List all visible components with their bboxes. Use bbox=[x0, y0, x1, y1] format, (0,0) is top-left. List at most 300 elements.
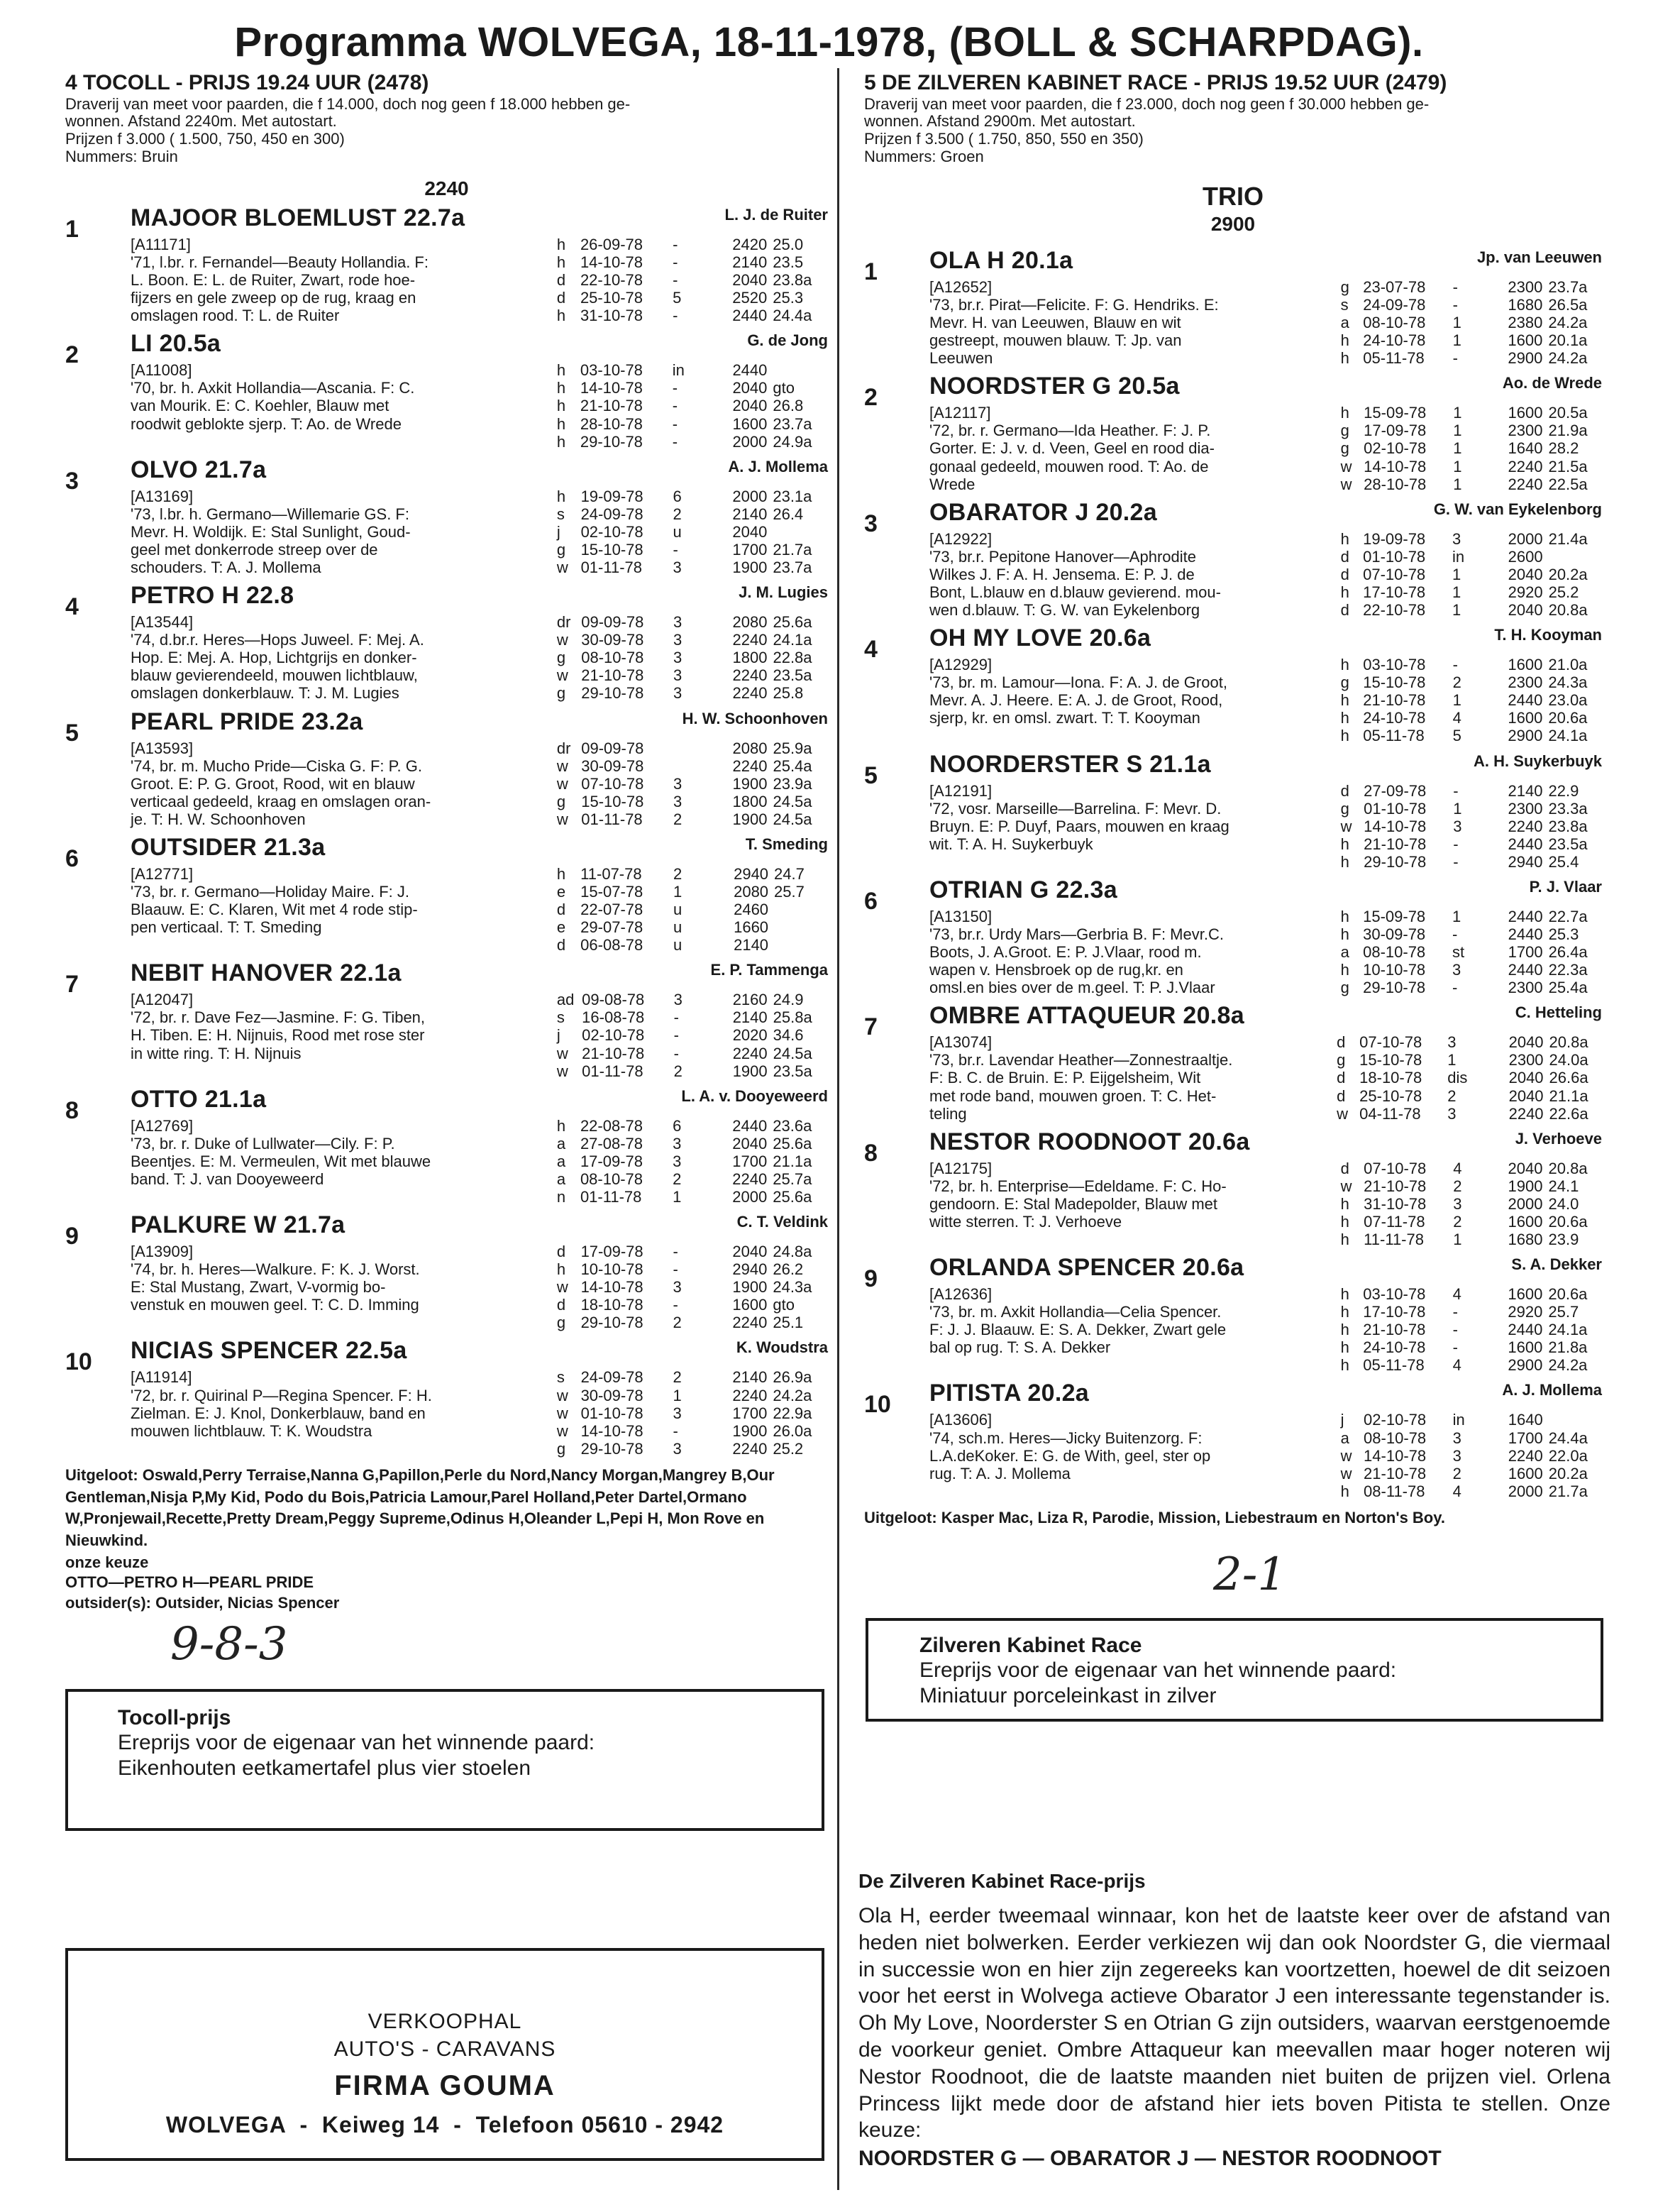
race-4-horse-entry bbox=[65, 583, 828, 702]
form-time bbox=[1546, 1411, 1602, 1429]
form-row bbox=[1338, 439, 1602, 457]
form-row bbox=[1338, 979, 1602, 996]
form-extra bbox=[687, 289, 717, 307]
race-5-entries bbox=[864, 248, 1602, 1500]
form-extra bbox=[1470, 1087, 1495, 1105]
form-distance: 1600 bbox=[1508, 404, 1543, 422]
form-distance: 2000 bbox=[1508, 1482, 1543, 1500]
form-row bbox=[554, 757, 828, 775]
form-track-code: h bbox=[1340, 331, 1349, 350]
horse-form-table bbox=[554, 361, 828, 450]
form-time: 25.3 bbox=[773, 289, 804, 307]
form-track-code: h bbox=[1340, 1482, 1349, 1500]
race-4-onze-keuze-label: onze keuze bbox=[65, 1553, 149, 1572]
form-race-date: 15-09-78 bbox=[1363, 907, 1426, 925]
form-time bbox=[771, 901, 828, 918]
form-track-code: j bbox=[1340, 1411, 1344, 1429]
form-extra bbox=[1467, 1338, 1493, 1356]
form-extra bbox=[687, 523, 716, 541]
form-row bbox=[554, 739, 828, 757]
form-extra bbox=[688, 757, 717, 775]
form-result: 3 bbox=[1453, 1194, 1462, 1213]
form-result: 1 bbox=[1452, 691, 1461, 710]
form-race-date: 10-10-78 bbox=[580, 1260, 643, 1279]
form-race-date: 29-10-78 bbox=[581, 684, 644, 703]
form-time: 25.3 bbox=[1548, 925, 1579, 943]
form-result: 3 bbox=[1447, 1033, 1457, 1052]
form-race-date: 07-11-78 bbox=[1364, 1212, 1425, 1231]
form-track-code: g bbox=[1340, 673, 1349, 692]
horse-name: OTTO 21.1a bbox=[131, 1085, 267, 1113]
form-row bbox=[554, 253, 828, 271]
form-track-code: h bbox=[1340, 1321, 1349, 1339]
horse-number: 7 bbox=[864, 1013, 878, 1041]
form-result: - bbox=[673, 1421, 678, 1440]
form-time: 23.0a bbox=[1548, 691, 1588, 710]
form-extra bbox=[1467, 331, 1493, 349]
page-title: Programma WOLVEGA, 18-11-1978, (BOLL & SCHARPDAG). bbox=[234, 19, 1424, 65]
form-time bbox=[770, 523, 828, 541]
horse-description: [A11171] '71, l.br. r. Fernandel—Beauty Hollandia. F: L. Boon. E: L. de Ruiter, Zwart, rode hoe- fijzers en gele zweep op de rug, kraag en omslagen rood. T: L. de Ruiter bbox=[131, 235, 429, 325]
form-result: 3 bbox=[673, 649, 682, 667]
form-race-date: 29-10-78 bbox=[580, 1314, 643, 1332]
form-time: 25.9a bbox=[773, 739, 812, 757]
form-distance: 1600 bbox=[1508, 331, 1543, 350]
form-result: 1 bbox=[1453, 422, 1462, 440]
form-distance: 2440 bbox=[1508, 961, 1543, 979]
form-row bbox=[1338, 331, 1602, 349]
form-extra bbox=[1468, 422, 1494, 439]
handwritten-note-left: 9-8-3 bbox=[170, 1618, 288, 1671]
form-row bbox=[554, 1170, 828, 1188]
form-track-code: d bbox=[556, 901, 566, 919]
horse-name: OH MY LOVE 20.6a bbox=[929, 624, 1151, 652]
form-track-code: w bbox=[1340, 817, 1352, 835]
form-result: st bbox=[1452, 943, 1465, 962]
race-5-horse-entry bbox=[864, 626, 1602, 744]
form-extra bbox=[688, 684, 717, 702]
form-row bbox=[554, 433, 828, 451]
horse-name: OTRIAN G 22.3a bbox=[929, 876, 1117, 903]
form-extra bbox=[1467, 727, 1493, 744]
form-row bbox=[554, 901, 828, 918]
tocoll-prize-text: Ereprijs voor de eigenaar van het winnende paard: Eikenhouten eetkamertafel plus vier stoelen bbox=[118, 1731, 595, 1780]
horse-driver: E. P. Tammenga bbox=[710, 961, 828, 979]
form-row bbox=[1338, 961, 1602, 979]
form-row bbox=[1338, 1231, 1602, 1248]
form-extra bbox=[1468, 566, 1493, 583]
horse-number: 3 bbox=[65, 467, 79, 495]
form-time: 25.6a bbox=[773, 613, 812, 632]
form-result: - bbox=[673, 253, 678, 272]
form-race-date: 08-11-78 bbox=[1364, 1482, 1425, 1500]
form-extra bbox=[1470, 1069, 1495, 1086]
form-track-code: h bbox=[1340, 1356, 1349, 1375]
form-distance: 2240 bbox=[732, 1170, 768, 1188]
form-row bbox=[554, 936, 828, 954]
form-race-date: 07-10-78 bbox=[1363, 565, 1426, 583]
form-distance: 2300 bbox=[1508, 1051, 1544, 1069]
horse-driver: A. J. Mollema bbox=[728, 457, 828, 475]
form-time: 24.5a bbox=[773, 810, 812, 828]
horse-driver: G. de Jong bbox=[747, 331, 828, 350]
race-5-header: 5 DE ZILVEREN KABINET RACE - PRIJS 19.52 UUR (2479) bbox=[864, 71, 1447, 94]
form-time: 25.0 bbox=[773, 235, 804, 253]
form-track-code: d bbox=[1340, 565, 1349, 583]
form-result: 1 bbox=[673, 1187, 682, 1206]
form-race-date: 24-09-78 bbox=[1363, 296, 1426, 314]
form-result: 2 bbox=[1453, 1177, 1462, 1195]
form-result: - bbox=[673, 307, 678, 325]
form-race-date: 07-10-78 bbox=[581, 774, 644, 793]
form-race-date: 07-10-78 bbox=[1359, 1033, 1422, 1052]
form-extra bbox=[688, 361, 717, 379]
form-time: 21.7a bbox=[773, 540, 812, 558]
form-time: 24.8a bbox=[773, 1243, 812, 1261]
form-distance: 1900 bbox=[732, 558, 768, 577]
form-extra bbox=[687, 1440, 716, 1458]
form-track-code: h bbox=[1340, 709, 1349, 727]
form-race-date: 18-10-78 bbox=[580, 1296, 643, 1314]
form-time: 21.9a bbox=[1548, 422, 1588, 440]
form-extra bbox=[687, 541, 716, 558]
form-extra bbox=[1468, 439, 1494, 457]
horse-name: PITISTA 20.2a bbox=[929, 1380, 1089, 1407]
form-row bbox=[1334, 1087, 1602, 1105]
form-distance: 2460 bbox=[734, 901, 769, 919]
form-row bbox=[554, 488, 828, 505]
form-extra bbox=[688, 1045, 717, 1062]
form-track-code: e bbox=[556, 918, 566, 937]
form-extra bbox=[1468, 1447, 1493, 1465]
form-race-date: 15-10-78 bbox=[1363, 673, 1426, 692]
form-time: 28.2 bbox=[1548, 439, 1579, 458]
form-track-code: d bbox=[1337, 1086, 1346, 1105]
form-race-date: 30-09-78 bbox=[1363, 925, 1426, 943]
form-race-date: 18-10-78 bbox=[1359, 1069, 1422, 1087]
form-track-code: w bbox=[556, 1062, 568, 1080]
form-race-date: 31-10-78 bbox=[580, 307, 643, 325]
form-result: u bbox=[673, 522, 682, 541]
horse-name: MAJOOR BLOEMLUST 22.7a bbox=[131, 204, 465, 231]
form-distance: 2440 bbox=[1508, 907, 1543, 925]
form-row bbox=[1338, 314, 1602, 331]
form-distance: 1700 bbox=[732, 1404, 768, 1422]
form-result: - bbox=[1453, 852, 1459, 871]
horse-description: [A12929] '73, br. m. Lamour—Iona. F: A. J. de Groot, Mevr. A. J. Heere. E: A. J. de Groot, Rood, sjerp, kr. en omsl. zwart. T: T. Kooyman bbox=[929, 656, 1227, 727]
form-row bbox=[554, 379, 828, 397]
form-row bbox=[1338, 1482, 1602, 1500]
form-extra bbox=[1468, 1411, 1493, 1429]
form-result: - bbox=[673, 540, 678, 558]
form-row bbox=[554, 1368, 828, 1386]
form-row bbox=[1338, 908, 1602, 925]
form-race-date: 06-08-78 bbox=[580, 936, 643, 954]
form-track-code: h bbox=[1340, 529, 1349, 548]
form-extra bbox=[687, 1387, 716, 1404]
form-track-code: w bbox=[556, 558, 568, 577]
form-distance: 2240 bbox=[732, 1439, 768, 1458]
race-4-horse-entry bbox=[65, 1213, 828, 1331]
form-track-code: g bbox=[556, 1439, 566, 1458]
form-track-code: d bbox=[556, 1243, 566, 1261]
form-extra bbox=[688, 1008, 717, 1026]
form-row bbox=[1338, 475, 1602, 493]
form-time: 25.2 bbox=[1548, 583, 1579, 601]
race-4-horse-entry bbox=[65, 458, 828, 576]
form-race-date: 21-10-78 bbox=[580, 397, 643, 415]
horse-driver: A. J. Mollema bbox=[1502, 1381, 1602, 1399]
form-race-date: 14-10-78 bbox=[580, 1421, 643, 1440]
form-result: 6 bbox=[673, 487, 682, 505]
form-row bbox=[1338, 422, 1602, 439]
form-row bbox=[554, 415, 828, 433]
form-time: 24.0a bbox=[1549, 1051, 1588, 1069]
horse-description: [A12191] '72, vosr. Marseille—Barrelina. F: Mevr. D. Bruyn. E: P. Duyf, Paars, mouwen en kraag wit. T: A. H. Suykerbuyk bbox=[929, 781, 1229, 853]
form-extra bbox=[688, 775, 717, 793]
form-time: 22.0a bbox=[1548, 1446, 1588, 1465]
horse-driver: S. A. Dekker bbox=[1511, 1255, 1602, 1274]
form-row bbox=[554, 541, 828, 558]
horse-form-table bbox=[554, 739, 828, 828]
form-distance: 1900 bbox=[732, 1062, 768, 1080]
race-5-uitgeloot: Uitgeloot: Kasper Mac, Liza R, Parodie, Mission, Liebestraum en Norton's Boy. bbox=[864, 1508, 1445, 1526]
form-extra bbox=[1468, 961, 1493, 979]
horse-form-table bbox=[554, 488, 828, 576]
form-result: - bbox=[1452, 656, 1458, 674]
form-distance: 2040 bbox=[732, 522, 768, 541]
race-5-horse-entry bbox=[864, 752, 1602, 871]
form-race-date: 30-09-78 bbox=[581, 631, 644, 649]
form-race-date: 21-10-78 bbox=[1363, 691, 1426, 710]
form-time: 24.3a bbox=[1548, 673, 1588, 692]
form-time: 26.4 bbox=[773, 505, 804, 523]
form-row bbox=[554, 236, 828, 253]
form-track-code: g bbox=[1340, 422, 1349, 440]
form-row bbox=[554, 613, 828, 631]
form-distance: 2040 bbox=[732, 1134, 768, 1152]
form-distance: 1900 bbox=[732, 1421, 768, 1440]
form-distance: 2160 bbox=[732, 991, 768, 1009]
column-divider bbox=[837, 68, 839, 2190]
preview-text: Ola H, eerder tweemaal winnaar, kon het de laatste keer over de afstand van heden niet bolwerken. Eerder verkiezen wij dan ook Noordster G, die viermaal in successie won en hier zijn zegereeks kan voortzetten, hoewel de dit seizoen voor het eerst in Wolvega actieve Obarator J een interessante tegenstander is. Oh My Love, Noorderster S en Otrian G zijn outsiders, waarvan eerstgenoemde de voorkeur geniet. Ombre Attaqueur kan meevallen maar hoger noteren wij Nestor Roodnoot, die de laatste maanden niet buiten de prijzen viel. Orlena Princess lijkt mede door de afstand hier iets boven Pitista te stellen. Onze keuze: bbox=[858, 1904, 1610, 2142]
form-time: 24.2a bbox=[1548, 1356, 1588, 1375]
form-race-date: 05-11-78 bbox=[1363, 1356, 1425, 1375]
form-race-date: 24-10-78 bbox=[1363, 1338, 1426, 1357]
form-race-date: 10-10-78 bbox=[1363, 961, 1426, 979]
form-extra bbox=[687, 307, 717, 324]
form-row bbox=[1334, 1033, 1602, 1051]
form-time: 24.1a bbox=[1548, 727, 1588, 745]
form-race-date: 24-10-78 bbox=[1363, 331, 1426, 350]
form-extra bbox=[688, 883, 717, 901]
form-distance: 2240 bbox=[1508, 475, 1543, 493]
form-distance: 2600 bbox=[1508, 547, 1543, 566]
form-extra bbox=[1468, 1160, 1494, 1177]
form-extra bbox=[687, 271, 717, 289]
form-time: 25.7a bbox=[773, 1170, 812, 1188]
form-result: 1 bbox=[1453, 404, 1462, 422]
form-result: - bbox=[1452, 1321, 1458, 1339]
form-row bbox=[1338, 1338, 1602, 1356]
form-track-code: h bbox=[1340, 1338, 1349, 1357]
form-result: 3 bbox=[1452, 529, 1461, 548]
form-track-code: w bbox=[556, 756, 568, 775]
form-track-code: g bbox=[556, 540, 566, 558]
form-race-date: 25-10-78 bbox=[1359, 1086, 1422, 1105]
form-row bbox=[554, 1135, 828, 1152]
form-time: 24.1 bbox=[1548, 1177, 1579, 1195]
horse-name: NOORDSTER G 20.5a bbox=[929, 373, 1180, 400]
race-4-entries bbox=[65, 206, 828, 1458]
form-race-date: 01-11-78 bbox=[581, 810, 643, 828]
form-result: 4 bbox=[1453, 1159, 1462, 1177]
form-track-code: s bbox=[556, 1368, 565, 1387]
form-result: - bbox=[672, 414, 678, 433]
form-race-date: 17-09-78 bbox=[580, 1243, 643, 1261]
form-time: 23.8a bbox=[773, 271, 812, 290]
horse-description: [A13909] '74, br. h. Heres—Walkure. F: K. J. Worst. E: Stal Mustang, Zwart, V-vormig bo- venstuk en mouwen geel. T: C. D. Imming bbox=[131, 1243, 420, 1314]
form-track-code: d bbox=[1340, 601, 1349, 620]
horse-driver: K. Woudstra bbox=[736, 1338, 828, 1357]
form-race-date: 02-10-78 bbox=[580, 522, 643, 541]
form-track-code: dr bbox=[556, 739, 571, 757]
form-extra bbox=[1468, 475, 1494, 493]
form-track-code: ad bbox=[556, 991, 575, 1009]
form-result bbox=[670, 757, 688, 775]
form-time: 25.8 bbox=[773, 684, 804, 703]
form-extra bbox=[688, 631, 717, 649]
form-time: 20.2a bbox=[1548, 1464, 1588, 1482]
form-extra bbox=[688, 901, 717, 918]
form-race-date: 02-10-78 bbox=[1364, 439, 1427, 458]
form-track-code: g bbox=[1340, 799, 1349, 818]
form-result: dis bbox=[1447, 1069, 1468, 1087]
form-extra bbox=[1468, 1195, 1494, 1213]
form-race-date: 01-11-78 bbox=[580, 558, 642, 577]
form-extra bbox=[688, 415, 717, 433]
form-time: 26.8 bbox=[773, 397, 804, 415]
form-track-code: h bbox=[1340, 852, 1349, 871]
horse-number: 5 bbox=[65, 719, 79, 747]
form-result: 2 bbox=[673, 1314, 682, 1332]
race-4-onze-keuze: OTTO—PETRO H—PEARL PRIDE bbox=[65, 1573, 314, 1592]
form-row bbox=[554, 505, 828, 523]
form-time: 22.9a bbox=[773, 1404, 812, 1422]
form-row bbox=[554, 1045, 828, 1062]
form-race-date: 05-11-78 bbox=[1363, 727, 1425, 745]
form-distance: 2080 bbox=[734, 882, 769, 901]
form-track-code: s bbox=[1340, 296, 1349, 314]
form-race-date: 22-08-78 bbox=[580, 1116, 643, 1135]
form-distance: 2900 bbox=[1508, 1356, 1543, 1375]
form-track-code: h bbox=[1340, 1212, 1349, 1231]
kabinet-prize-box bbox=[866, 1618, 1603, 1722]
form-race-date: 01-11-78 bbox=[580, 1187, 642, 1206]
horse-form-table bbox=[1338, 530, 1602, 619]
form-track-code: w bbox=[556, 1044, 568, 1062]
horse-driver: C. T. Veldink bbox=[736, 1213, 828, 1231]
form-row bbox=[1334, 1069, 1602, 1086]
form-track-code: d bbox=[1340, 1159, 1349, 1177]
form-extra bbox=[1467, 296, 1493, 314]
form-row bbox=[1338, 583, 1602, 601]
form-race-date: 15-10-78 bbox=[1359, 1051, 1422, 1069]
form-row bbox=[1338, 800, 1602, 818]
form-race-date: 08-10-78 bbox=[581, 649, 644, 667]
horse-driver: C. Hetteling bbox=[1515, 1003, 1602, 1022]
form-track-code: h bbox=[556, 1116, 566, 1135]
horse-description: [A12922] '73, br.r. Pepitone Hanover—Aphrodite Wilkes J. F: A. H. Jensema. E: P. J. de Bont, L.blauw en d.blauw gevierend. mou- wen d.blauw. T: G. W. van Eykelenborg bbox=[929, 529, 1221, 620]
form-row bbox=[1338, 1177, 1602, 1195]
form-row bbox=[554, 666, 828, 684]
form-track-code: w bbox=[556, 1386, 568, 1404]
form-race-date: 23-07-78 bbox=[1363, 277, 1426, 296]
form-row bbox=[1338, 853, 1602, 871]
form-extra bbox=[687, 1135, 717, 1152]
form-race-date: 29-10-78 bbox=[1364, 852, 1427, 871]
form-track-code: d bbox=[1337, 1033, 1346, 1052]
form-track-code: d bbox=[556, 936, 566, 954]
horse-form-table bbox=[1338, 1160, 1602, 1248]
form-race-date: 16-08-78 bbox=[582, 1008, 645, 1027]
race-5-distance: 2900 bbox=[1210, 212, 1256, 235]
form-track-code: h bbox=[1340, 1303, 1349, 1321]
form-race-date: 24-09-78 bbox=[580, 1368, 643, 1387]
horse-number: 1 bbox=[864, 258, 878, 285]
form-race-date: 01-10-78 bbox=[1363, 547, 1426, 566]
horse-form-table bbox=[554, 1117, 828, 1206]
form-extra bbox=[688, 613, 717, 631]
race-4-horse-entry bbox=[65, 1338, 828, 1457]
form-track-code: h bbox=[556, 253, 566, 272]
form-track-code: h bbox=[556, 432, 566, 451]
tocoll-prize-box bbox=[65, 1689, 824, 1831]
form-race-date: 04-11-78 bbox=[1359, 1104, 1421, 1123]
form-extra bbox=[688, 666, 717, 684]
form-track-code: e bbox=[556, 882, 566, 901]
form-extra bbox=[1467, 656, 1493, 673]
form-distance: 1640 bbox=[1508, 439, 1543, 458]
form-row bbox=[554, 810, 828, 828]
form-distance: 2040 bbox=[1508, 565, 1543, 583]
form-result: 3 bbox=[673, 1152, 682, 1170]
horse-name: LI 20.5a bbox=[131, 330, 221, 358]
form-result: 1 bbox=[1452, 583, 1461, 601]
form-track-code: h bbox=[1340, 961, 1349, 979]
form-race-date: 11-07-78 bbox=[580, 864, 642, 883]
form-extra bbox=[1467, 1303, 1493, 1321]
form-time: 24.2a bbox=[1548, 349, 1588, 368]
form-time bbox=[1546, 548, 1602, 566]
form-row bbox=[554, 1314, 828, 1331]
form-distance: 1900 bbox=[732, 1278, 768, 1297]
horse-name: ORLANDA SPENCER 20.6a bbox=[929, 1254, 1244, 1282]
form-time: 20.8a bbox=[1549, 1033, 1588, 1052]
form-distance: 2240 bbox=[732, 1044, 768, 1062]
form-result: in bbox=[1452, 547, 1465, 566]
horse-name: NESTOR ROODNOOT 20.6a bbox=[929, 1128, 1250, 1155]
form-distance: 2240 bbox=[732, 631, 768, 649]
form-track-code: h bbox=[1340, 656, 1349, 674]
form-track-code: j bbox=[556, 1026, 560, 1045]
horse-description: [A13606] '74, sch.m. Heres—Jicky Buitenzorg. F: L.A.deKoker. E: G. de With, geel, ster op rug. T: A. J. Mollema bbox=[929, 1411, 1211, 1482]
form-race-date: 28-10-78 bbox=[1364, 475, 1427, 493]
form-result: 2 bbox=[1452, 673, 1461, 692]
form-result: 2 bbox=[673, 864, 682, 883]
form-race-date: 27-08-78 bbox=[580, 1134, 643, 1152]
form-distance: 2940 bbox=[732, 1260, 768, 1279]
